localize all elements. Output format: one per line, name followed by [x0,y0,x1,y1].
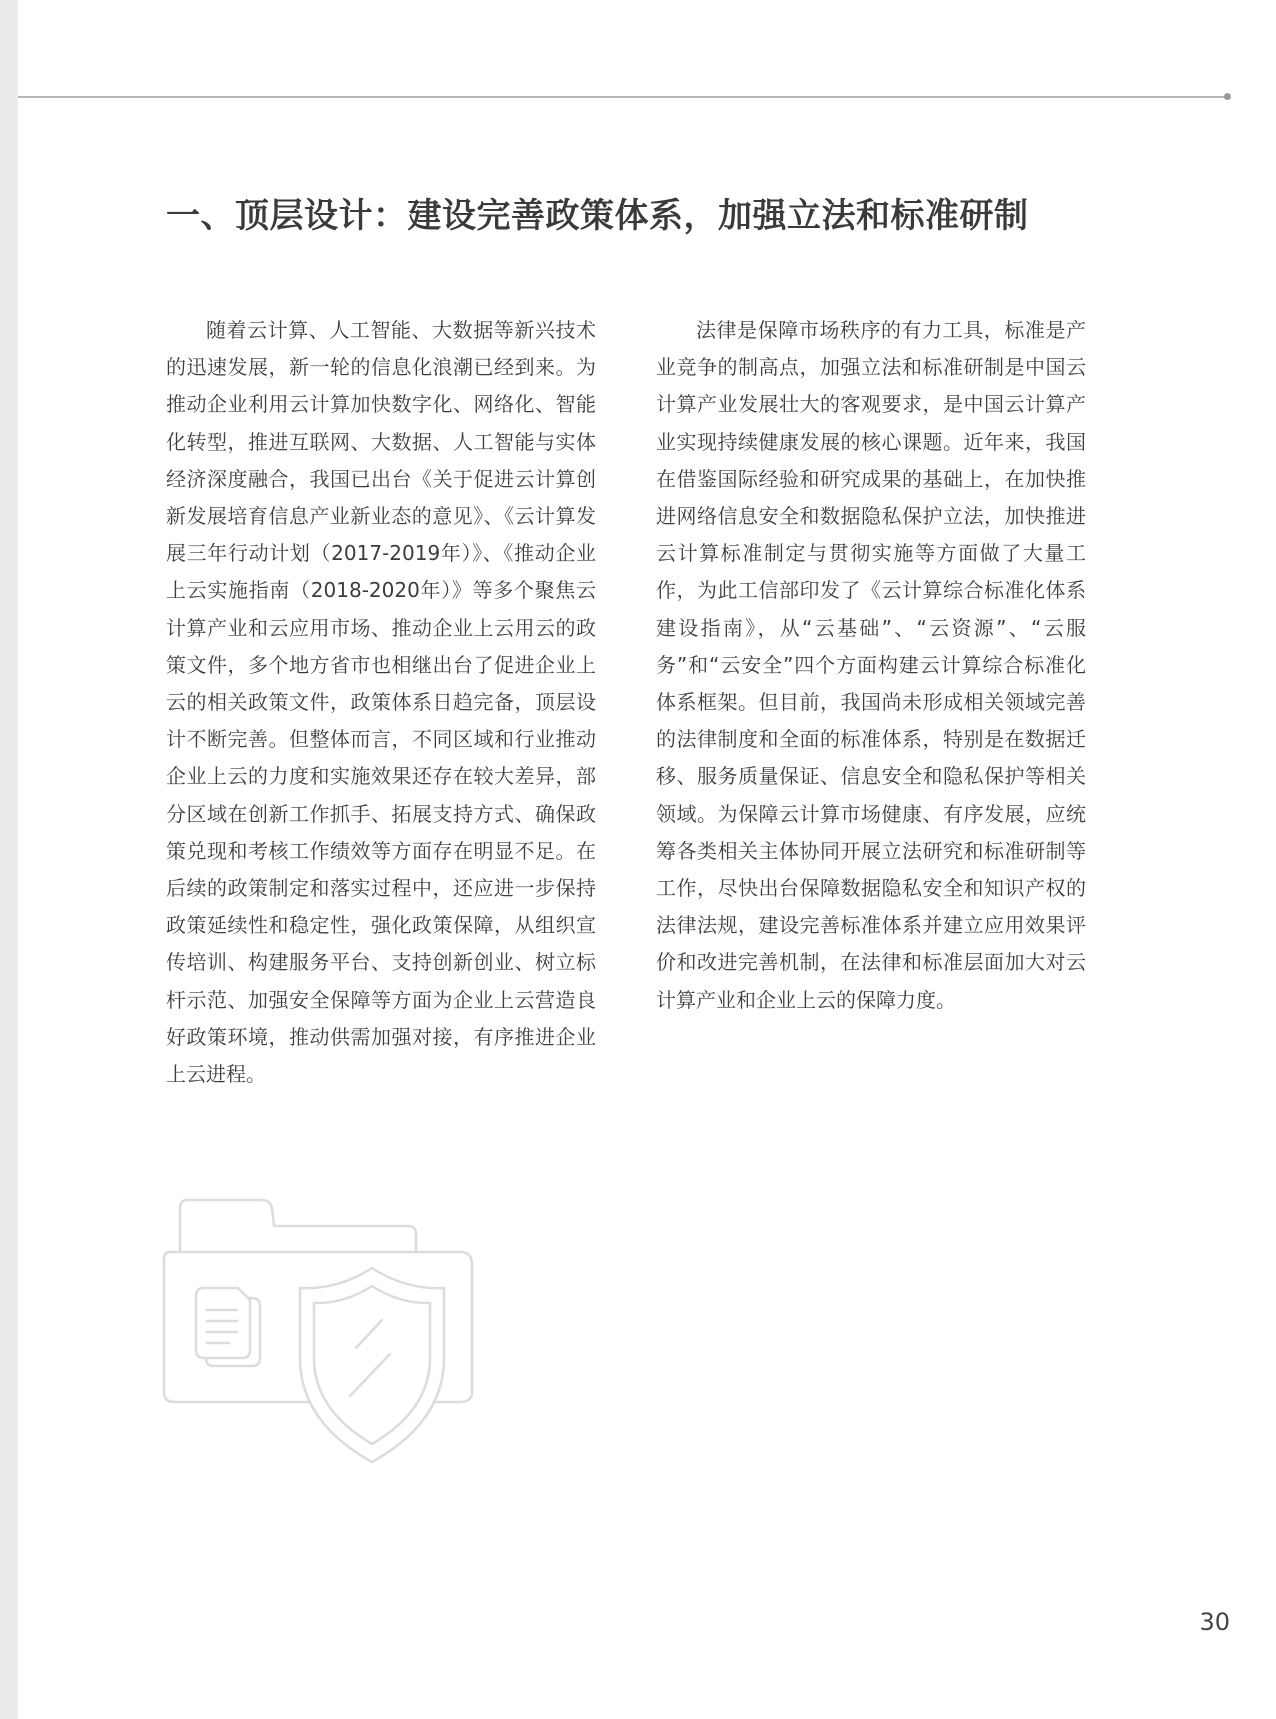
header-rule-dot [1224,93,1231,100]
document-icon [196,1288,260,1366]
header-rule [18,96,1230,98]
shield-icon [300,1268,444,1462]
page-number: 30 [1199,1608,1230,1636]
security-illustration [160,1190,480,1470]
body-paragraph-left: 随着云计算、人工智能、大数据等新兴技术的迅速发展，新一轮的信息化浪潮已经到来。为推动企业利用云计算加快数字化、网络化、智能化转型，推进互联网、大数据、人工智能与实体经济深度融合，我国已出台《关于促进云计算创新发展培育信息产业新业态的意见》、《云计算发展三年行动计划（2017-2019年）》、《推动企业上云实施指南（2018-2020年）》等多个聚焦云计算产业和云应用市场、推动企业上云用云的政策文件，多个地方省市也相继出台了促进企业上云的相关政策文件，政策体系日趋完备，顶层设计不断完善。但整体而言，不同区域和行业推动企业上云的力度和实施效果还存在较大差异，部分区域在创新工作抓手、拓展支持方式、确保政策兑现和考核工作绩效等方面存在明显不足。在后续的政策制定和落实过程中，还应进一步保持政策延续性和稳定性，强化政策保障，从组织宣传培训、构建服务平台、支持创新创业、树立标杆示范、加强安全保障等方面为企业上云营造良好政策环境，推动供需加强对接，有序推进企业上云进程。 [166,318,596,1087]
body-paragraph-right: 法律是保障市场秩序的有力工具，标准是产业竞争的制高点，加强立法和标准研制是中国云计算产业发展壮大的客观要求，是中国云计算产业实现持续健康发展的核心课题。近年来，我国在借鉴国际经验和研究成果的基础上，在加快推进网络信息安全和数据隐私保护立法，加快推进云计算标准制定与贯彻实施等方面做了大量工作，为此工信部印发了《云计算综合标准化体系建设指南》，从“云基础”、“云资源”、“云服务”和“云安全”四个方面构建云计算综合标准化体系框架。但目前，我国尚未形成相关领域完善的法律制度和全面的标准体系，特别是在数据迁移、服务质量保证、信息安全和隐私保护等相关领域。为保障云计算市场健康、有序发展，应统筹各类相关主体协同开展立法研究和标准研制等工作，尽快出台保障数据隐私安全和知识产权的法律法规，建设完善标准体系并建立应用效果评价和改进完善机制，在法律和标准层面加大对云计算产业和企业上云的保障力度。 [656,318,1086,1012]
page-left-margin-strip [0,0,18,1719]
section-title: 一、顶层设计：建设完善政策体系，加强立法和标准研制 [166,196,1029,236]
